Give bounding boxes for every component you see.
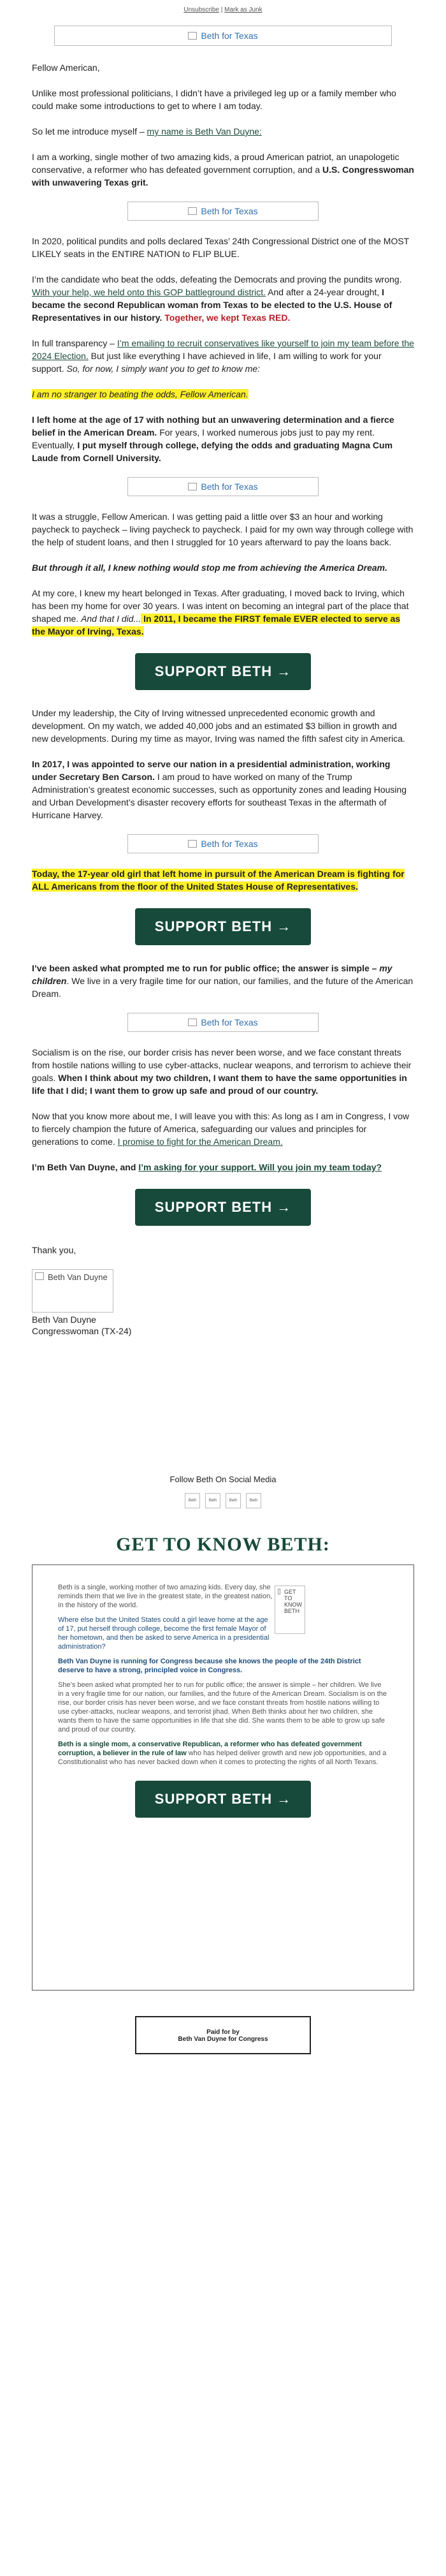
header-image: Beth for Texas bbox=[54, 26, 392, 46]
join-team-link[interactable]: I’m asking for your support. Will you join my team today? bbox=[138, 1162, 382, 1172]
paragraph-14: Today, the 17-year old girl that left home in pursuit of the American Dream is fighting for ALL Americans from the floor of the United States House of Representatives. bbox=[32, 869, 405, 892]
image-1: Beth for Texas bbox=[127, 202, 319, 221]
get-to-know-beth-box bbox=[32, 1564, 414, 1991]
closing: Thank you, bbox=[32, 1245, 76, 1255]
greeting: Fellow American, bbox=[32, 63, 100, 73]
image-3: Beth for Texas bbox=[127, 834, 319, 853]
social-icon-4[interactable]: Beth bbox=[246, 1493, 261, 1508]
paragraph-11: At my core, I knew my heart belonged in Texas. After graduating, I moved back to Irving, which has been my home for over 30 years. I was intent on becoming an integral part of the place that shaped me. And that I did... In 2011, I became the FIRST female EVER elected to serve as the Mayor of Irving, Texas. bbox=[32, 588, 409, 637]
paragraph-13: In 2017, I was appointed to serve our nation in a presidential administration, working under Secretary Ben Carson. I am proud to have worked on many of the Trump Administration’s greatest economic successes, such as opportunity zones and leading Housing and Urban Development’s disaster recovery efforts for southeast Texas in the aftermath of Hurricane Harvey. bbox=[32, 759, 407, 820]
paid-for-box bbox=[135, 2016, 311, 2054]
gkb-text-2: Where else but the United States could a girl leave home at the age of 17, put herself through college, become the first female Mayor of her hometown, and then be asked to serve America in a presidential administration? bbox=[58, 1616, 270, 1651]
paragraph-12: Under my leadership, the City of Irving witnessed unprecedented economic growth and development. On my watch, we added 40,000 jobs and an estimated $3 billion in growth and new developments. During my time as mayor, Irving was named the fifth safest city in America. bbox=[32, 708, 405, 744]
unsubscribe-link[interactable]: Unsubscribe bbox=[183, 6, 219, 13]
broken-image-icon bbox=[188, 207, 197, 215]
paragraph-7: I am no stranger to beating the odds, Fellow American. bbox=[32, 389, 248, 399]
paragraph-3: I am a working, single mother of two amazing kids, a proud American patriot, an unapologetic conservative, a reformer who has defeated government corruption, and a U.S. Congresswoman with unwavering Texas grit. bbox=[32, 152, 414, 188]
broken-image-icon bbox=[188, 32, 197, 40]
gkb-text-4: She’s been asked what prompted her to run for public office; the answer is simple – her children. We live in a very fragile time for our nation, our families, and the future of the American Dream. Socialism is on the rise, our border crisis has never been worse, and we face constant threats from hostile nations willing to use cyber-attacks, nuclear weapons, and terrorist jihad. When Beth thinks about her two children, she wants them to have the same opportunities in life that she did. She wants them to be able to grow up safe and proud of our country. bbox=[58, 1681, 387, 1733]
top-links bbox=[32, 0, 414, 18]
social-icons bbox=[32, 1493, 414, 1508]
broken-image-icon bbox=[35, 1272, 44, 1280]
paid-for-line-2: Beth Van Duyne for Congress bbox=[178, 2036, 268, 2043]
broken-image-icon bbox=[278, 1589, 280, 1594]
paragraph-4: In 2020, political pundits and polls declared Texas’ 24th Congressional District one of the MOST LIKELY seats in the ENTIRE NATION to FLIP BLUE. bbox=[32, 236, 409, 259]
signature-name: Beth Van Duyne bbox=[32, 1314, 96, 1325]
image-5 bbox=[127, 1350, 319, 1369]
paragraph-18: I’m Beth Van Duyne, and I’m asking for your support. Will you join my team today? bbox=[32, 1162, 382, 1172]
social-heading: Follow Beth On Social Media bbox=[169, 1475, 277, 1484]
recruit-link[interactable]: I’m emailing to recruit conservatives like yourself to join my team before the 2024 Election. bbox=[32, 338, 414, 361]
support-beth-button-1[interactable]: SUPPORT BETH → bbox=[135, 653, 311, 690]
image-2: Beth for Texas bbox=[127, 477, 319, 496]
paragraph-16: Socialism is on the rise, our border crisis has never been worse, and we face constant threats from hostile nations willing to use cyber-attacks, nuclear weapons, and terrorism to achieve their goals. When I think about my two children, I want them to have the same opportunities in life that I did; I want them to grow up safe and proud of our country. bbox=[32, 1047, 412, 1096]
paragraph-6: In full transparency – I’m emailing to recruit conservatives like yourself to join my team before the 2024 Election. But just like everything I have achieved in life, I am willing to work for your support. So, for now, I simply want you to get to know me: bbox=[32, 338, 414, 374]
signature-image: Beth Van Duyne bbox=[32, 1269, 113, 1313]
social-icon-2[interactable]: Beth bbox=[205, 1493, 220, 1508]
get-to-know-beth-title: GET TO KNOW BETH: bbox=[116, 1534, 330, 1555]
gkb-photo: GET TO KNOW BETH bbox=[275, 1586, 305, 1634]
paragraph-10: But through it all, I knew nothing would stop me from achieving the America Dream. bbox=[32, 563, 387, 573]
signature-title: Congresswoman (TX-24) bbox=[32, 1326, 132, 1336]
paragraph-9: It was a struggle, Fellow American. I was getting paid a little over $3 an hour and working paycheck to paycheck – living paycheck to paycheck. I paid for my own way through college with the help of student loans, and then I struggled for 10 years afterward to pay the loans back. bbox=[32, 512, 414, 547]
support-beth-button-2[interactable]: SUPPORT BETH → bbox=[135, 908, 311, 945]
broken-image-icon bbox=[188, 1019, 197, 1026]
gkb-text-5: Beth is a single mom, a conservative Republican, a reformer who has defeated government corruption, a believer in the rule of law who has helped deliver growth and new job opportunities, and a Constitutionalist who has never backed down when it comes to protecting the rights of all North Texans. bbox=[58, 1741, 387, 1766]
paragraph-8: I left home at the age of 17 with nothing but an unwavering determination and a fierce belief in the American Dream. For years, I worked numerous jobs just to pay my rent. Eventually, I put myself through college, defying the odds and graduating Magna Cum Laude from Cornell University. bbox=[32, 415, 394, 463]
social-icon-1[interactable]: Beth bbox=[185, 1493, 200, 1508]
battleground-link[interactable]: With your help, we held onto this GOP battleground district. bbox=[32, 287, 266, 297]
support-beth-button-4[interactable]: SUPPORT BETH → bbox=[135, 1781, 311, 1818]
gkb-text-3: Beth Van Duyne is running for Congress because she knows the people of the 24th District deserve to have a strong, principled voice in Congress. bbox=[58, 1658, 361, 1674]
paragraph-15: I’ve been asked what prompted me to run for public office; the answer is simple – my children. We live in a very fragile time for our nation, our families, and the future of the American Dream. bbox=[32, 963, 414, 999]
broken-image-icon bbox=[188, 840, 197, 848]
paragraph-1: Unlike most professional politicians, I didn’t have a privileged leg up or a family member who could make some introductions to get to where I am today. bbox=[32, 88, 396, 111]
paragraph-2: So let me introduce myself – my name is Beth Van Duyne: bbox=[32, 126, 262, 136]
support-beth-button-3[interactable]: SUPPORT BETH → bbox=[135, 1189, 311, 1226]
broken-image-icon bbox=[188, 483, 197, 490]
mark-junk-link[interactable]: Mark as Junk bbox=[224, 6, 263, 13]
social-icon-3[interactable]: Beth bbox=[226, 1493, 241, 1508]
image-4: Beth for Texas bbox=[127, 1013, 319, 1032]
paid-for-line-1: Paid for by bbox=[206, 2029, 240, 2036]
top-separator: | bbox=[220, 6, 223, 13]
intro-link[interactable]: my name is Beth Van Duyne: bbox=[147, 126, 262, 136]
american-dream-link[interactable]: I promise to fight for the American Dream. bbox=[117, 1137, 283, 1147]
paragraph-17: Now that you know more about me, I will leave you with this: As long as I am in Congress, I vow to fiercely champion the future of America, safeguarding our values and principles for generations to come. I promise to fight for the American Dream. bbox=[32, 1111, 410, 1147]
gkb-text-1: Beth is a single, working mother of two amazing kids. Every day, she reminds them that we live in the greatest state, in the greatest nation, in the history of the world. bbox=[58, 1584, 273, 1609]
paragraph-5: I’m the candidate who beat the odds, defeating the Democrats and proving the pundits wrong. With your help, we held onto this GOP battleground district. And after a 24-year drought, I became the second Republican woman from Texas to be elected to the U.S. House of Representatives in our history. Together, we kept Texas RED. bbox=[32, 274, 402, 323]
